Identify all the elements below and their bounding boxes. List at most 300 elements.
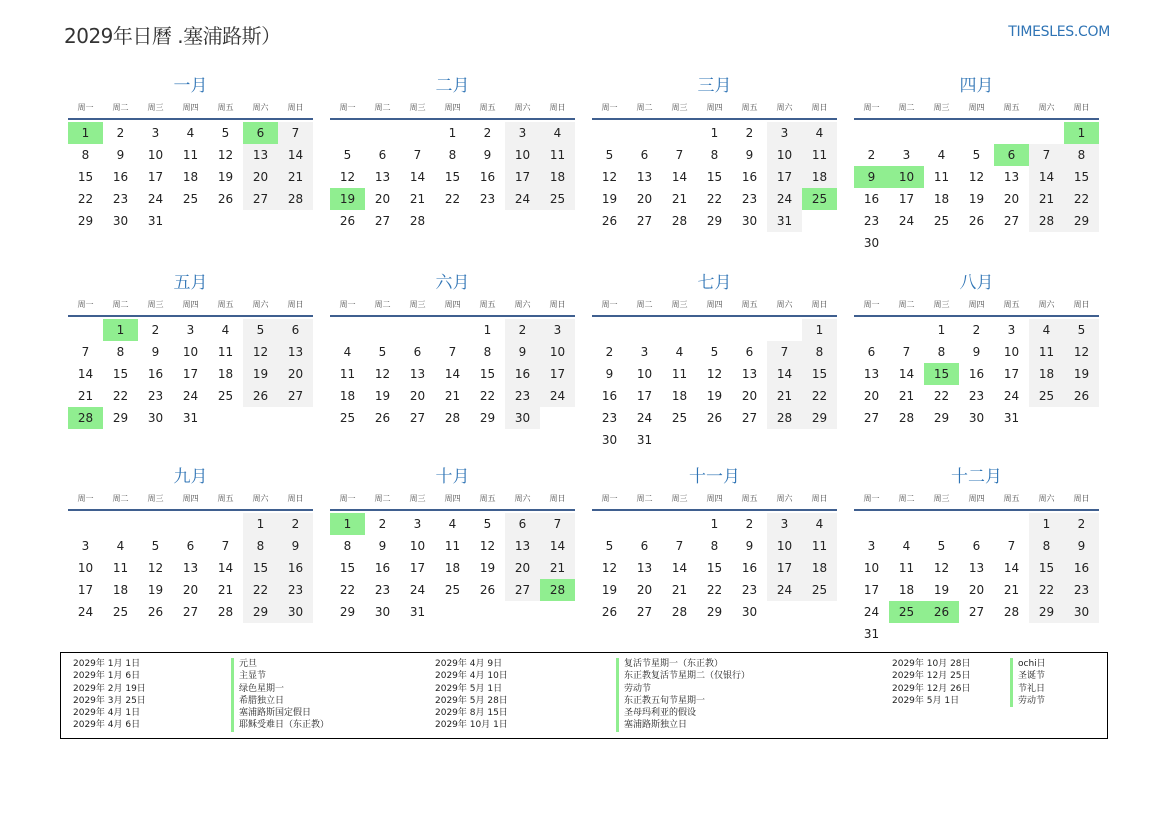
- day-cell: 29: [706, 605, 723, 619]
- day-cell: 28: [671, 605, 688, 619]
- day-cell: 16: [147, 367, 164, 381]
- day-cell: 19: [933, 583, 950, 597]
- weekday-label: 周三: [933, 300, 950, 309]
- day-cell: 18: [339, 389, 356, 403]
- empty-cell: [627, 513, 662, 535]
- day-cell: 8: [802, 341, 837, 363]
- day-cell: 7: [540, 513, 575, 535]
- day-cell: 21: [1003, 583, 1020, 597]
- day-cell: 12: [706, 367, 723, 381]
- weekday-header: [854, 295, 1099, 317]
- weekday-label: 周六: [776, 300, 793, 309]
- day-cell: 13: [1003, 170, 1020, 184]
- day-cell: 13: [374, 170, 391, 184]
- empty-cell: [662, 319, 697, 341]
- month-name: 八月: [959, 273, 994, 293]
- month-name: 六月: [435, 273, 470, 293]
- day-cell: 8: [1064, 144, 1099, 166]
- holiday-name: 塞浦路斯独立日: [616, 719, 750, 731]
- weekday-label: 周六: [514, 103, 531, 112]
- weekday-label: 周六: [1038, 494, 1055, 503]
- day-cell: 3: [505, 122, 540, 144]
- weekday-header: [592, 98, 837, 120]
- weekday-label: 周三: [933, 494, 950, 503]
- day-cell: 12: [933, 561, 950, 575]
- holiday-day-cell: 25: [802, 188, 837, 210]
- day-cell: 27: [1003, 214, 1020, 228]
- weekday-label: 周二: [112, 103, 129, 112]
- day-cell: 7: [278, 122, 313, 144]
- day-cell: 5: [343, 148, 352, 162]
- day-cell: 30: [374, 605, 391, 619]
- holiday-name: 圣母玛利亚的假设: [616, 707, 750, 719]
- weekday-header: [68, 295, 313, 317]
- day-cell: 29: [243, 601, 278, 623]
- day-cell: 28: [409, 214, 426, 228]
- day-cell: 23: [741, 583, 758, 597]
- day-cell: 10: [767, 535, 802, 557]
- weekday-header: [854, 98, 1099, 120]
- day-cell: 17: [182, 367, 199, 381]
- day-cell: 26: [968, 214, 985, 228]
- day-cell: 11: [444, 539, 461, 553]
- weekday-label: 周三: [147, 494, 164, 503]
- month-name: 五月: [173, 273, 208, 293]
- day-cell: 7: [1007, 539, 1016, 553]
- empty-cell: [435, 319, 470, 341]
- weekday-label: 周五: [479, 103, 496, 112]
- holiday-day-cell: 10: [889, 166, 924, 188]
- day-cell: 4: [448, 517, 457, 531]
- day-cell: 23: [1064, 579, 1099, 601]
- empty-cell: [365, 122, 400, 144]
- day-cell: 17: [540, 363, 575, 385]
- days-grid: [68, 513, 313, 623]
- day-cell: 3: [151, 126, 160, 140]
- day-cell: 20: [636, 583, 653, 597]
- holiday-date: 2029年 8月 15日: [435, 708, 508, 719]
- weekday-label: 周三: [409, 300, 426, 309]
- holiday-date: 2029年 1月 6日: [73, 671, 141, 682]
- day-cell: 20: [374, 192, 391, 206]
- day-cell: 2: [378, 517, 387, 531]
- weekday-header: [330, 489, 575, 511]
- day-cell: 1: [483, 323, 492, 337]
- holiday-name: 复活节星期一（东正教）: [616, 658, 750, 670]
- weekday-label: 周五: [741, 103, 758, 112]
- day-cell: 11: [339, 367, 356, 381]
- day-cell: 18: [1029, 363, 1064, 385]
- day-cell: 27: [636, 214, 653, 228]
- day-cell: 9: [483, 148, 492, 162]
- holiday-day-cell: 15: [924, 363, 959, 385]
- month-block: [68, 271, 313, 429]
- day-cell: 27: [182, 605, 199, 619]
- weekday-label: 周一: [863, 300, 880, 309]
- day-cell: 19: [601, 192, 618, 206]
- empty-cell: [662, 513, 697, 535]
- day-cell: 28: [444, 411, 461, 425]
- day-cell: 3: [413, 517, 422, 531]
- holiday-name: 节礼日: [1010, 683, 1046, 695]
- day-cell: 25: [1029, 385, 1064, 407]
- empty-cell: [889, 122, 924, 144]
- day-cell: 11: [217, 345, 234, 359]
- empty-cell: [627, 122, 662, 144]
- day-cell: 7: [902, 345, 911, 359]
- day-cell: 2: [505, 319, 540, 341]
- day-cell: 7: [675, 148, 684, 162]
- day-cell: 26: [479, 583, 496, 597]
- weekday-label: 周日: [1073, 103, 1090, 112]
- empty-cell: [889, 319, 924, 341]
- holiday-name: 东正教复活节星期二（仅银行）: [616, 670, 750, 682]
- month-name: 七月: [697, 273, 732, 293]
- day-cell: 14: [671, 561, 688, 575]
- holiday-date: 2029年 5月 28日: [435, 695, 508, 706]
- weekday-label: 周四: [706, 494, 723, 503]
- weekday-label: 周日: [549, 103, 566, 112]
- holiday-day-cell: 28: [540, 579, 575, 601]
- day-cell: 25: [540, 188, 575, 210]
- days-grid: [330, 513, 575, 623]
- day-cell: 13: [182, 561, 199, 575]
- day-cell: 17: [147, 170, 164, 184]
- weekday-label: 周二: [374, 300, 391, 309]
- month-name: 二月: [435, 76, 470, 96]
- day-cell: 1: [710, 517, 719, 531]
- holiday-day-cell: 25: [889, 601, 924, 623]
- holiday-name: 塞浦路斯国定假日: [231, 707, 329, 719]
- holiday-name: 绿色星期一: [231, 683, 329, 695]
- day-cell: 31: [409, 605, 426, 619]
- day-cell: 24: [505, 188, 540, 210]
- day-cell: 29: [479, 411, 496, 425]
- days-grid: [68, 122, 313, 232]
- weekday-label: 周日: [1073, 494, 1090, 503]
- day-cell: 14: [217, 561, 234, 575]
- day-cell: 5: [243, 319, 278, 341]
- weekday-label: 周日: [549, 300, 566, 309]
- weekday-label: 周五: [217, 494, 234, 503]
- day-cell: 22: [479, 389, 496, 403]
- weekday-label: 周二: [112, 300, 129, 309]
- month-block: [68, 465, 313, 623]
- weekday-label: 周四: [706, 300, 723, 309]
- holiday-name: ochi日: [1010, 658, 1046, 670]
- empty-cell: [627, 319, 662, 341]
- holiday-date: 2029年 4月 10日: [435, 671, 508, 682]
- weekday-header: [68, 98, 313, 120]
- weekday-label: 周五: [1003, 494, 1020, 503]
- day-cell: 17: [863, 583, 880, 597]
- day-cell: 6: [186, 539, 195, 553]
- day-cell: 18: [444, 561, 461, 575]
- day-cell: 29: [77, 214, 94, 228]
- weekday-label: 周四: [968, 103, 985, 112]
- day-cell: 10: [540, 341, 575, 363]
- day-cell: 27: [968, 605, 985, 619]
- day-cell: 5: [972, 148, 981, 162]
- page-title: 2029年日曆 .塞浦路斯）: [64, 24, 281, 48]
- month-name: 十二月: [951, 467, 1002, 487]
- weekday-label: 周一: [863, 103, 880, 112]
- weekday-label: 周四: [182, 300, 199, 309]
- weekday-label: 周五: [1003, 300, 1020, 309]
- holiday-date: 2029年 4月 9日: [435, 659, 503, 669]
- empty-cell: [854, 513, 889, 535]
- day-cell: 23: [968, 389, 985, 403]
- day-cell: 27: [409, 411, 426, 425]
- day-cell: 21: [278, 166, 313, 188]
- day-cell: 31: [863, 627, 880, 641]
- day-cell: 13: [278, 341, 313, 363]
- day-cell: 19: [968, 192, 985, 206]
- empty-cell: [732, 319, 767, 341]
- day-cell: 3: [902, 148, 911, 162]
- day-cell: 23: [479, 192, 496, 206]
- empty-cell: [138, 513, 173, 535]
- day-cell: 7: [767, 341, 802, 363]
- weekday-label: 周五: [479, 300, 496, 309]
- day-cell: 1: [1029, 513, 1064, 535]
- day-cell: 15: [706, 561, 723, 575]
- day-cell: 11: [540, 144, 575, 166]
- day-cell: 2: [867, 148, 876, 162]
- day-cell: 16: [505, 363, 540, 385]
- weekday-label: 周四: [444, 494, 461, 503]
- holiday-name: 主显节: [231, 670, 329, 682]
- days-grid: [330, 122, 575, 232]
- day-cell: 12: [243, 341, 278, 363]
- day-cell: 6: [745, 345, 754, 359]
- day-cell: 24: [767, 579, 802, 601]
- day-cell: 20: [1003, 192, 1020, 206]
- day-cell: 12: [601, 561, 618, 575]
- day-cell: 6: [867, 345, 876, 359]
- day-cell: 23: [278, 579, 313, 601]
- day-cell: 6: [505, 513, 540, 535]
- month-name: 四月: [959, 76, 994, 96]
- day-cell: 11: [1029, 341, 1064, 363]
- weekday-label: 周二: [898, 300, 915, 309]
- weekday-label: 周三: [409, 494, 426, 503]
- day-cell: 19: [374, 389, 391, 403]
- day-cell: 31: [147, 214, 164, 228]
- day-cell: 11: [933, 170, 950, 184]
- day-cell: 1: [243, 513, 278, 535]
- day-cell: 11: [182, 148, 199, 162]
- day-cell: 21: [898, 389, 915, 403]
- month-block: [330, 74, 575, 232]
- day-cell: 9: [745, 539, 754, 553]
- empty-cell: [924, 513, 959, 535]
- day-cell: 3: [767, 513, 802, 535]
- day-cell: 2: [151, 323, 160, 337]
- day-cell: 14: [409, 170, 426, 184]
- day-cell: 5: [483, 517, 492, 531]
- day-cell: 27: [278, 385, 313, 407]
- days-grid: [330, 319, 575, 429]
- day-cell: 18: [540, 166, 575, 188]
- month-name: 九月: [173, 467, 208, 487]
- month-block: [592, 465, 837, 623]
- day-cell: 30: [741, 214, 758, 228]
- day-cell: 22: [444, 192, 461, 206]
- day-cell: 18: [802, 166, 837, 188]
- weekday-label: 周二: [898, 103, 915, 112]
- site-link[interactable]: TIMESLES.COM: [1008, 24, 1110, 40]
- day-cell: 26: [374, 411, 391, 425]
- day-cell: 28: [217, 605, 234, 619]
- day-cell: 21: [540, 557, 575, 579]
- month-name: 三月: [697, 76, 732, 96]
- day-cell: 13: [409, 367, 426, 381]
- day-cell: 9: [505, 341, 540, 363]
- day-cell: 16: [863, 192, 880, 206]
- day-cell: 8: [710, 539, 719, 553]
- day-cell: 11: [802, 535, 837, 557]
- day-cell: 30: [1064, 601, 1099, 623]
- day-cell: 22: [802, 385, 837, 407]
- day-cell: 20: [968, 583, 985, 597]
- weekday-label: 周六: [514, 494, 531, 503]
- weekday-label: 周二: [374, 103, 391, 112]
- day-cell: 4: [540, 122, 575, 144]
- day-cell: 30: [112, 214, 129, 228]
- day-cell: 4: [675, 345, 684, 359]
- empty-cell: [959, 122, 994, 144]
- day-cell: 21: [217, 583, 234, 597]
- day-cell: 9: [151, 345, 160, 359]
- day-cell: 12: [968, 170, 985, 184]
- day-cell: 13: [741, 367, 758, 381]
- empty-cell: [400, 319, 435, 341]
- weekday-header: [592, 295, 837, 317]
- empty-cell: [994, 513, 1029, 535]
- day-cell: 10: [409, 539, 426, 553]
- empty-cell: [173, 513, 208, 535]
- day-cell: 19: [601, 583, 618, 597]
- weekday-label: 周日: [287, 494, 304, 503]
- weekday-label: 周六: [514, 300, 531, 309]
- day-cell: 13: [505, 535, 540, 557]
- empty-cell: [330, 319, 365, 341]
- weekday-label: 周三: [671, 494, 688, 503]
- days-grid: [854, 122, 1099, 254]
- day-cell: 21: [671, 192, 688, 206]
- day-cell: 24: [767, 188, 802, 210]
- day-cell: 22: [1064, 188, 1099, 210]
- day-cell: 4: [902, 539, 911, 553]
- day-cell: 7: [413, 148, 422, 162]
- holiday-date: 2029年 5月 1日: [892, 695, 960, 706]
- day-cell: 6: [278, 319, 313, 341]
- holiday-list: [60, 652, 1108, 739]
- holiday-day-cell: 19: [330, 188, 365, 210]
- day-cell: 19: [217, 170, 234, 184]
- day-cell: 24: [898, 214, 915, 228]
- day-cell: 2: [745, 126, 754, 140]
- day-cell: 3: [640, 345, 649, 359]
- day-cell: 13: [863, 367, 880, 381]
- day-cell: 27: [636, 605, 653, 619]
- day-cell: 1: [710, 126, 719, 140]
- holiday-day-cell: 1: [1064, 122, 1099, 144]
- holiday-date: 2029年 12月 26日: [892, 683, 971, 694]
- day-cell: 23: [863, 214, 880, 228]
- day-cell: 6: [640, 539, 649, 553]
- day-cell: 28: [767, 407, 802, 429]
- empty-cell: [854, 319, 889, 341]
- day-cell: 27: [741, 411, 758, 425]
- day-cell: 22: [706, 583, 723, 597]
- day-cell: 31: [636, 433, 653, 447]
- weekday-label: 周一: [339, 300, 356, 309]
- empty-cell: [662, 122, 697, 144]
- weekday-label: 周四: [182, 494, 199, 503]
- day-cell: 2: [972, 323, 981, 337]
- day-cell: 21: [77, 389, 94, 403]
- day-cell: 15: [1064, 166, 1099, 188]
- day-cell: 20: [863, 389, 880, 403]
- weekday-label: 周一: [601, 494, 618, 503]
- weekday-label: 周四: [182, 103, 199, 112]
- day-cell: 18: [802, 557, 837, 579]
- month-block: [854, 271, 1099, 429]
- day-cell: 5: [605, 539, 614, 553]
- day-cell: 5: [1064, 319, 1099, 341]
- month-name: 十一月: [689, 467, 740, 487]
- day-cell: 5: [151, 539, 160, 553]
- day-cell: 10: [1003, 345, 1020, 359]
- day-cell: 9: [745, 148, 754, 162]
- holiday-day-cell: 28: [68, 407, 103, 429]
- day-cell: 28: [898, 411, 915, 425]
- day-cell: 15: [112, 367, 129, 381]
- empty-cell: [592, 513, 627, 535]
- day-cell: 6: [378, 148, 387, 162]
- day-cell: 3: [1007, 323, 1016, 337]
- day-cell: 29: [933, 411, 950, 425]
- day-cell: 21: [1029, 188, 1064, 210]
- weekday-label: 周一: [77, 494, 94, 503]
- day-cell: 30: [278, 601, 313, 623]
- day-cell: 26: [147, 605, 164, 619]
- day-cell: 17: [767, 166, 802, 188]
- day-cell: 1: [802, 319, 837, 341]
- day-cell: 28: [671, 214, 688, 228]
- weekday-label: 周一: [339, 103, 356, 112]
- holiday-name: 劳动节: [616, 683, 750, 695]
- day-cell: 24: [636, 411, 653, 425]
- day-cell: 4: [186, 126, 195, 140]
- days-grid: [592, 122, 837, 232]
- weekday-label: 周二: [636, 103, 653, 112]
- day-cell: 6: [640, 148, 649, 162]
- day-cell: 4: [802, 122, 837, 144]
- holiday-names-column: [1010, 658, 1046, 707]
- day-cell: 12: [601, 170, 618, 184]
- weekday-label: 周三: [671, 103, 688, 112]
- day-cell: 23: [147, 389, 164, 403]
- day-cell: 18: [898, 583, 915, 597]
- day-cell: 26: [601, 605, 618, 619]
- empty-cell: [959, 513, 994, 535]
- day-cell: 24: [863, 605, 880, 619]
- day-cell: 7: [448, 345, 457, 359]
- day-cell: 25: [671, 411, 688, 425]
